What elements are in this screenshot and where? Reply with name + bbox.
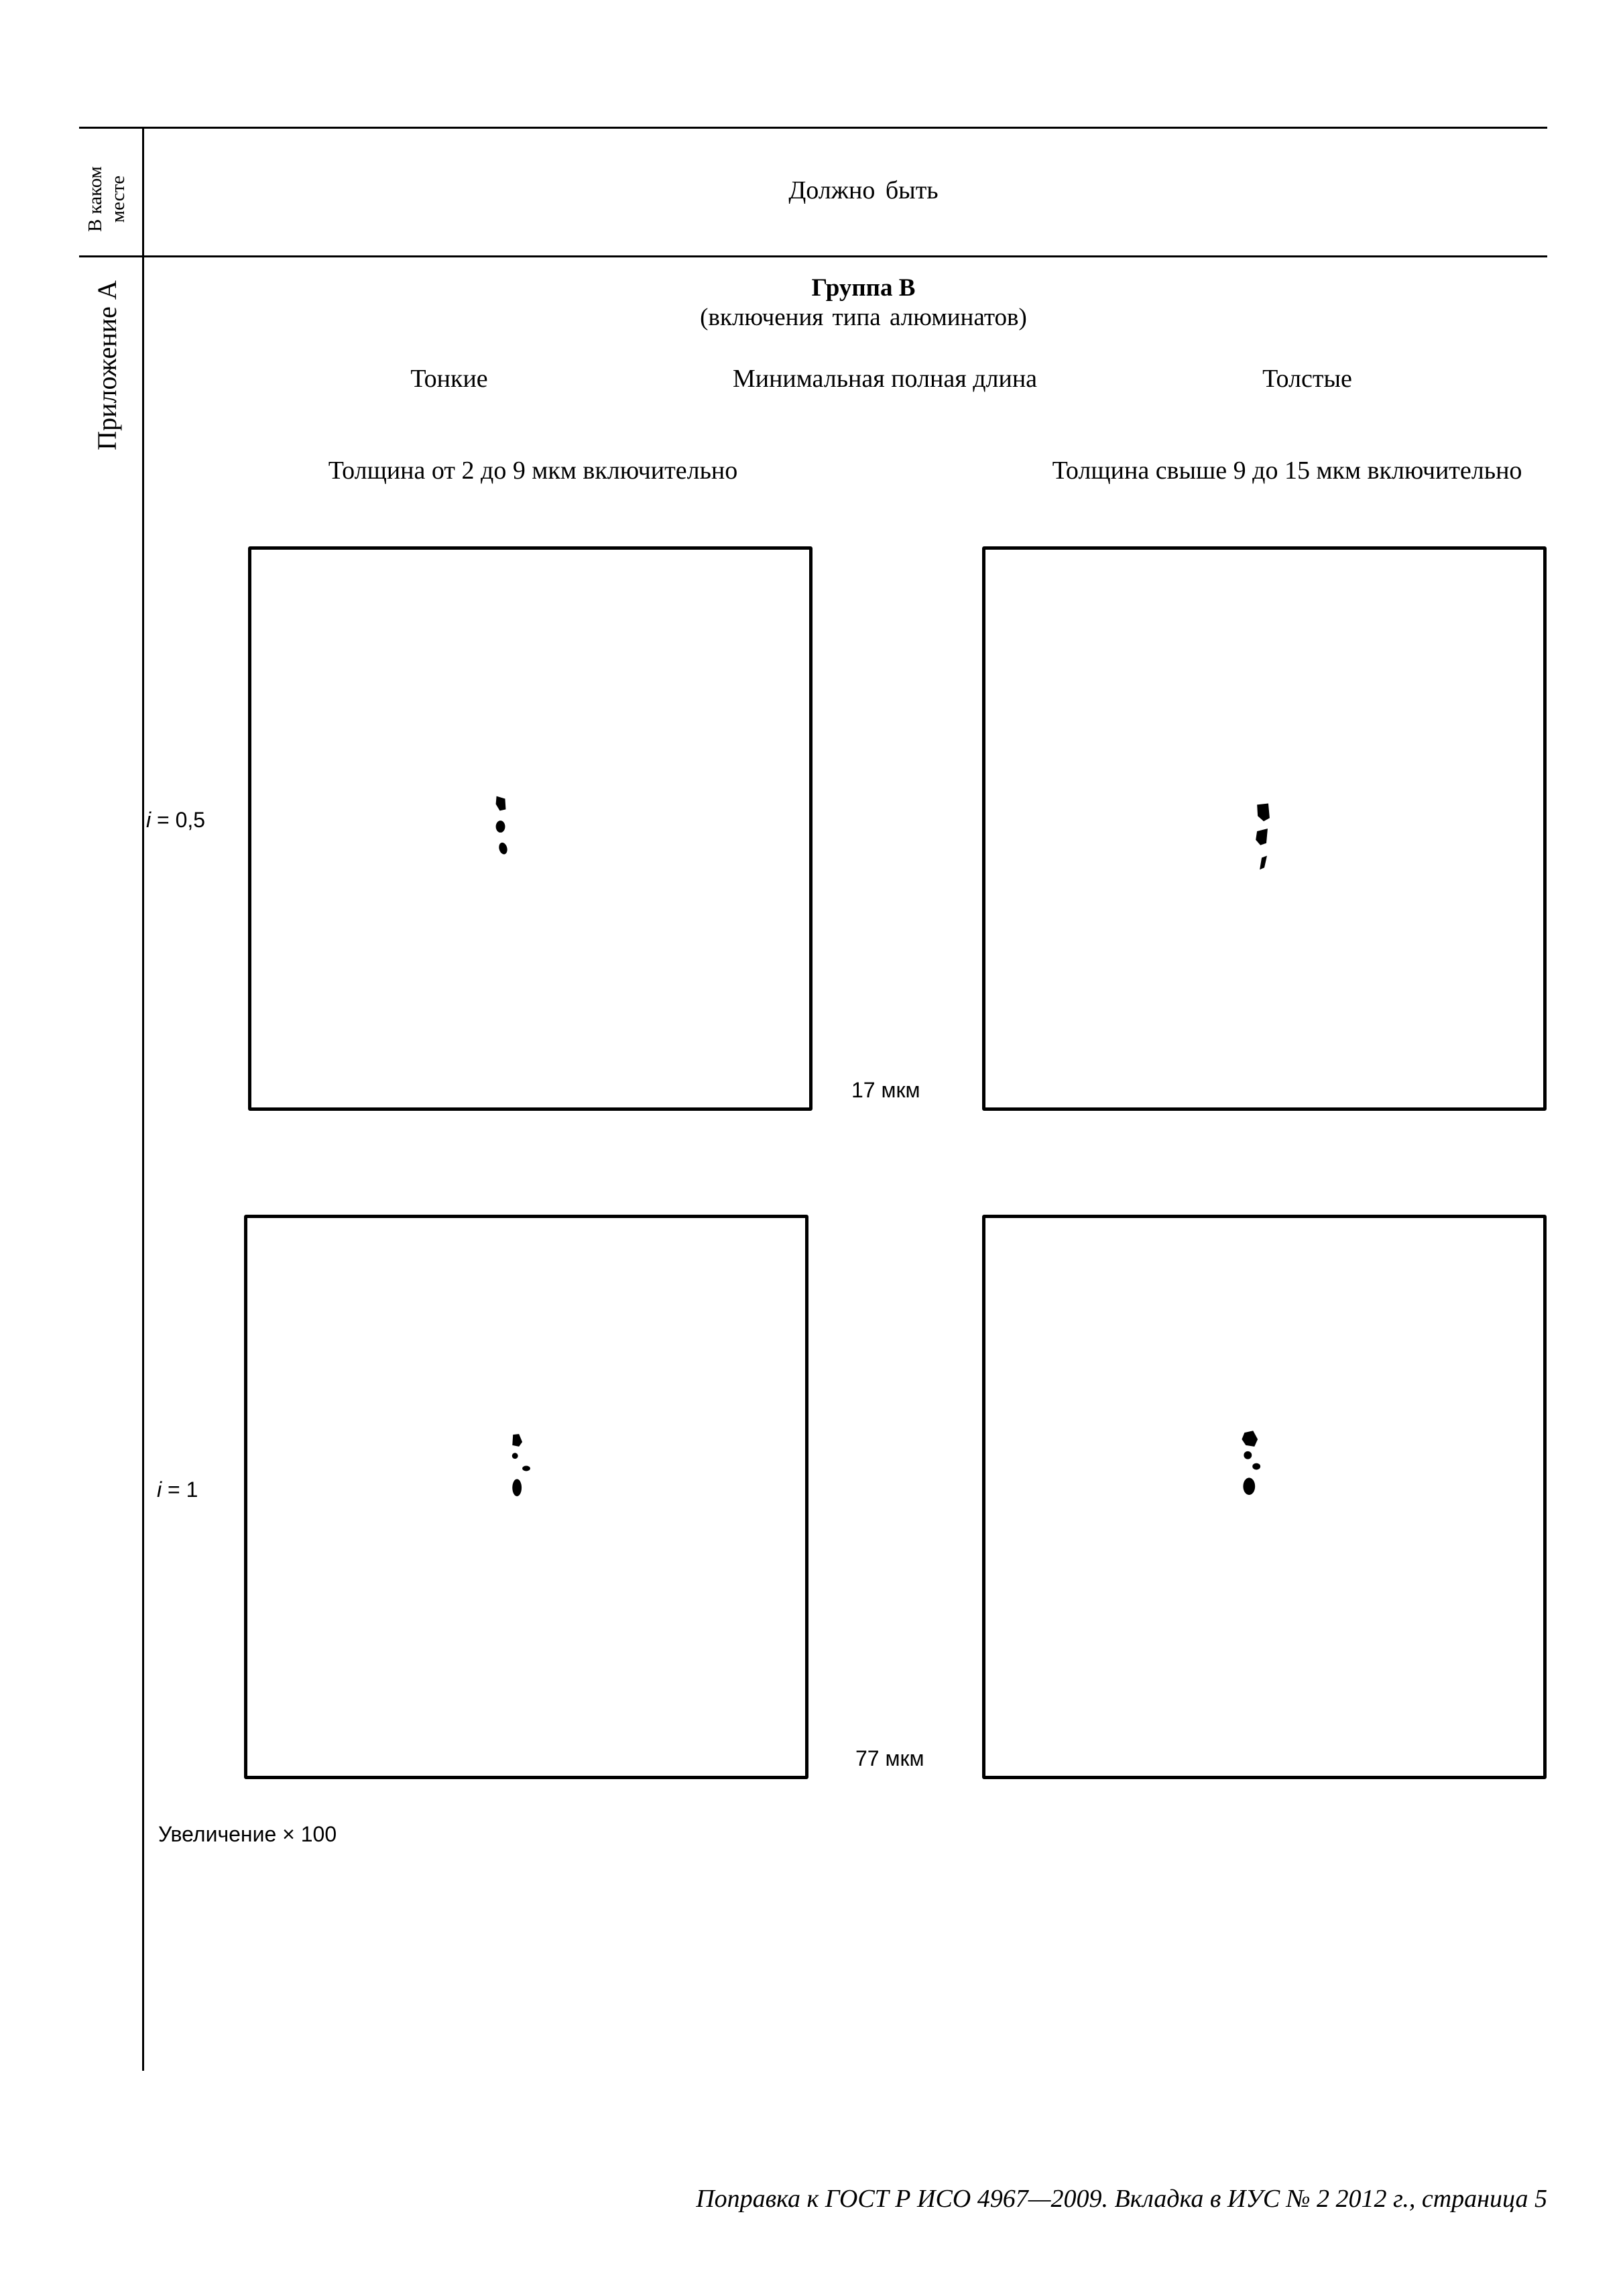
row-length-17: 17 мкм — [851, 1078, 920, 1102]
row-label-i-1 — [157, 1477, 198, 1502]
index-value: = 1 — [168, 1477, 198, 1502]
inclusion-particles — [251, 550, 809, 1107]
micrograph-thick-i-0-5 — [982, 546, 1547, 1111]
column-thick-heading: Толстые — [1262, 365, 1352, 393]
group-subtitle: (включения типа алюминатов) — [700, 304, 1027, 331]
table-header-rule — [79, 255, 1547, 257]
group-title: Группа В — [811, 274, 916, 302]
micrograph-thin-i-0-5 — [248, 546, 813, 1111]
micrograph-thick-i-1 — [982, 1215, 1547, 1779]
thick-thickness-range: Толщина свыше 9 до 15 мкм включительно — [1052, 457, 1522, 485]
inclusion-particles — [985, 1218, 1543, 1776]
inclusion-particles — [247, 1218, 805, 1776]
appendix-side-label: Приложение А — [92, 280, 122, 450]
table-column-divider — [142, 127, 144, 2071]
table-top-rule — [79, 127, 1547, 129]
page-footer: Поправка к ГОСТ Р ИСО 4967—2009. Вкладка в ИУС № 2 2012 г., страница 5 — [696, 2185, 1547, 2213]
where-label-line2: месте — [107, 175, 129, 223]
row-length-77: 77 мкм — [855, 1746, 924, 1770]
where-label — [84, 135, 133, 263]
where-label-line1: В каком — [84, 166, 106, 233]
magnification-note: Увеличение × 100 — [158, 1822, 337, 1846]
column-thin-heading: Тонкие — [410, 365, 488, 393]
thin-thickness-range: Толщина от 2 до 9 мкм включительно — [328, 457, 738, 485]
index-value: = 0,5 — [157, 808, 206, 832]
should-be-heading: Должно быть — [788, 176, 939, 204]
inclusion-particles — [985, 550, 1543, 1107]
column-min-length-heading: Минимальная полная длина — [732, 365, 1038, 393]
index-symbol: i — [146, 808, 152, 832]
index-symbol: i — [157, 1477, 162, 1502]
micrograph-thin-i-1 — [244, 1215, 808, 1779]
row-label-i-0-5 — [146, 808, 205, 833]
